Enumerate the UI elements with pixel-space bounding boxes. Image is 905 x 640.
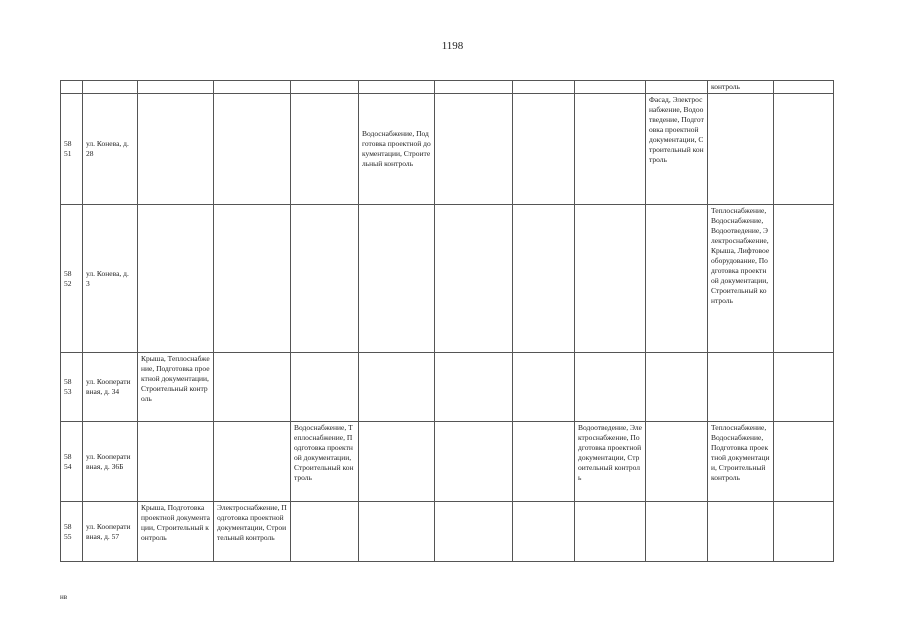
row-number: 58 55 — [61, 502, 83, 562]
table-row — [61, 94, 834, 205]
row-address: ул. Кооперативная, д. 57 — [83, 502, 138, 562]
table-cell: Водоснабжение, Подготовка проектной документации, Строительный контроль — [359, 94, 435, 205]
table-cell: Крыша, Подготовка проектной документации, Строительный контроль — [138, 502, 214, 562]
table-row — [61, 502, 834, 562]
table-row — [61, 81, 834, 94]
row-number: 58 54 — [61, 422, 83, 502]
table-cell: Водоотведение, Электроснабжение, Подготовка проектной документации, Строительный контроль — [575, 422, 646, 502]
repair-schedule-table — [60, 80, 834, 562]
table-cell: Крыша, Теплоснабжение, Подготовка проектной документации, Строительный контроль — [138, 353, 214, 422]
table-row — [61, 353, 834, 422]
row-number: 58 52 — [61, 205, 83, 353]
table-row — [61, 205, 834, 353]
row-address: ул. Конева, д. 3 — [83, 205, 138, 353]
table-cell: Водоснабжение, Теплоснабжение, Подготовка проектной документации, Строительный контроль — [291, 422, 359, 502]
row-address: ул. Кооперативная, д. 36Б — [83, 422, 138, 502]
table-cell: Электроснабжение, Подготовка проектной документации, Строительный контроль — [214, 502, 291, 562]
row-number: 58 53 — [61, 353, 83, 422]
table-cell: Фасад, Электроснабжение, Водоотведение, Подготовка проектной документации, Строительный контроль — [646, 94, 708, 205]
page-number: 1198 — [441, 40, 464, 52]
row-number: 58 51 — [61, 94, 83, 205]
table-row — [61, 422, 834, 502]
footer-mark: нв — [60, 593, 68, 601]
row-address: ул. Конева, д. 28 — [83, 94, 138, 205]
table-cell: Теплоснабжение, Водоснабжение, Подготовка проектной документации, Строительный контроль — [708, 422, 774, 502]
table-cell: контроль — [708, 81, 774, 94]
table-cell: Теплоснабжение, Водоснабжение, Водоотведение, Электроснабжение, Крыша, Лифтовое оборудование, Подготовка проектной документации, Строительный контроль — [708, 205, 774, 353]
row-address: ул. Кооперативная, д. 34 — [83, 353, 138, 422]
